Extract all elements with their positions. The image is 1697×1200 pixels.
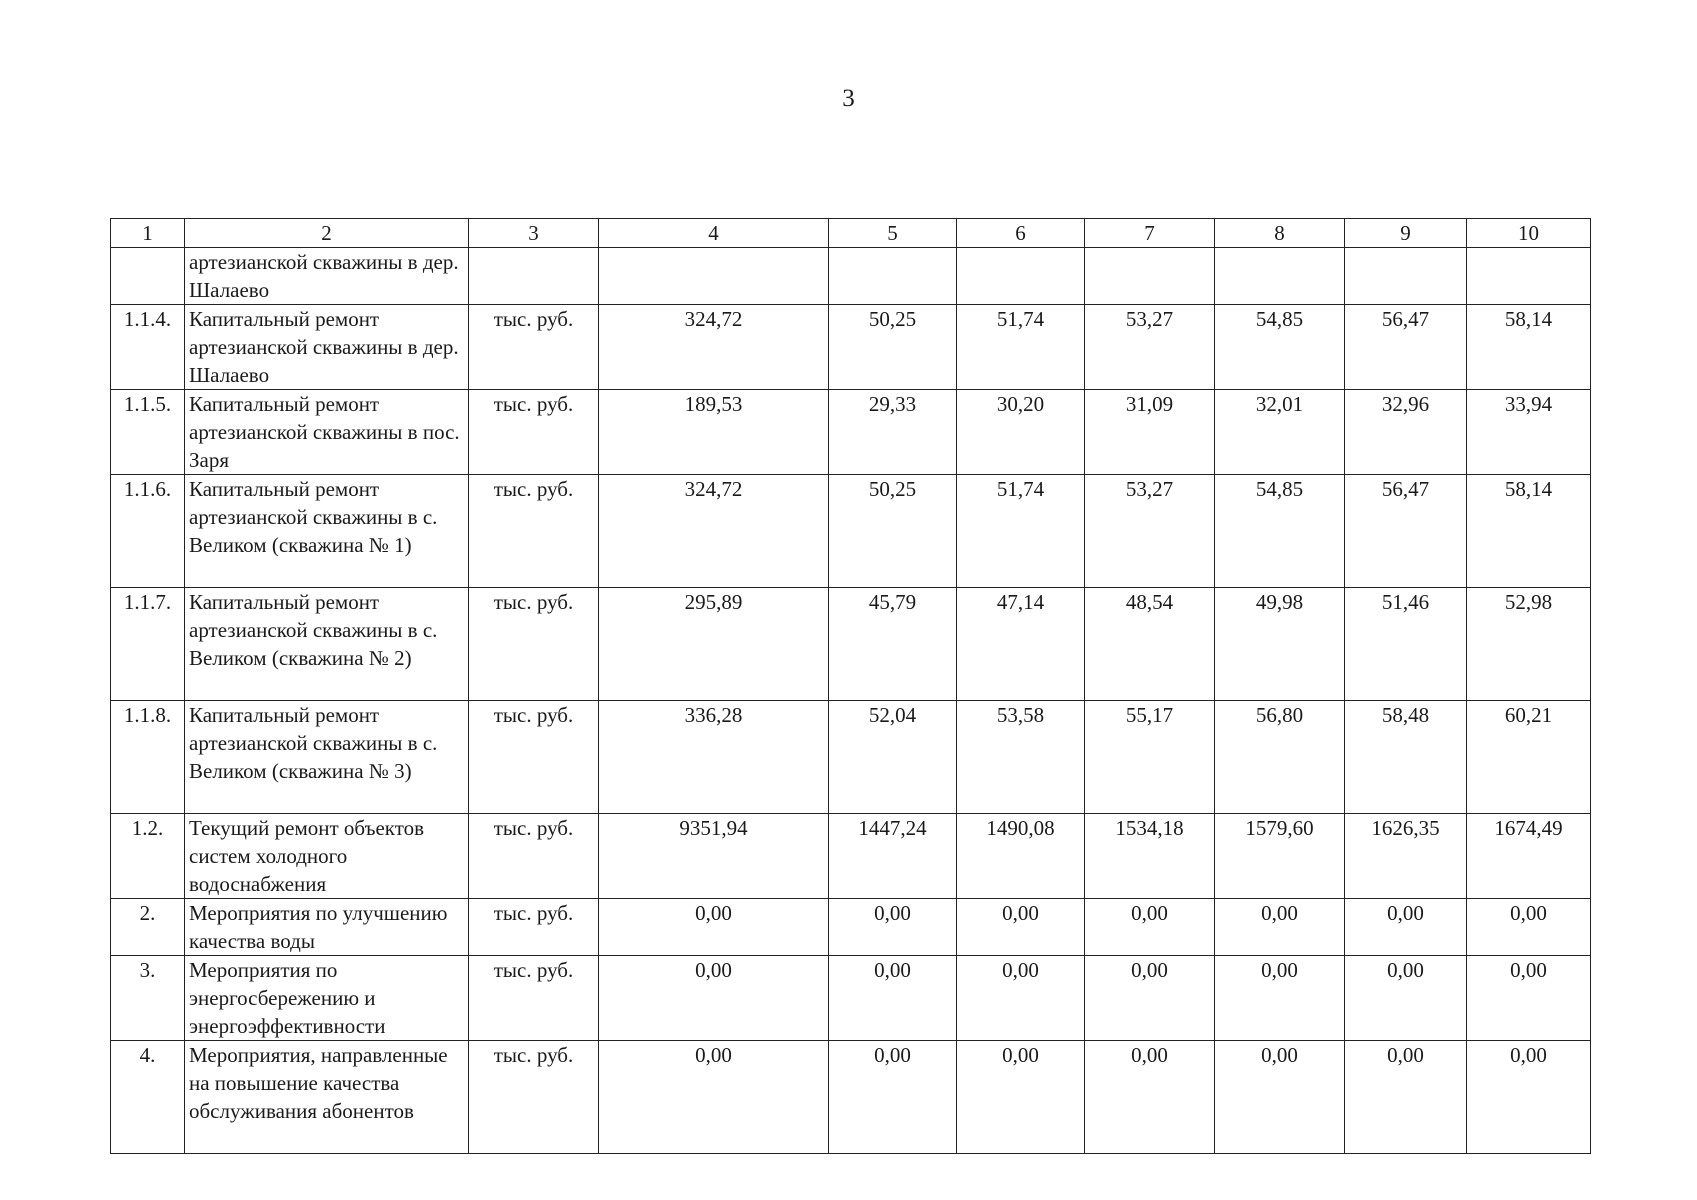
column-header: 9 — [1345, 219, 1467, 248]
row-unit: тыс. руб. — [469, 899, 599, 956]
row-value — [957, 248, 1085, 305]
table-row — [111, 899, 1591, 956]
table-row — [111, 390, 1591, 475]
row-value: 336,28 — [599, 701, 829, 814]
row-id: 1.1.8. — [111, 701, 185, 814]
column-header: 2 — [185, 219, 469, 248]
row-value: 60,21 — [1467, 701, 1591, 814]
row-value: 0,00 — [957, 899, 1085, 956]
row-value: 1534,18 — [1085, 814, 1215, 899]
row-id: 1.1.5. — [111, 390, 185, 475]
column-header: 1 — [111, 219, 185, 248]
column-header: 3 — [469, 219, 599, 248]
row-id: 4. — [111, 1041, 185, 1154]
row-value: 58,48 — [1345, 701, 1467, 814]
column-header: 10 — [1467, 219, 1591, 248]
row-value: 47,14 — [957, 588, 1085, 701]
row-value: 9351,94 — [599, 814, 829, 899]
row-id: 1.1.4. — [111, 305, 185, 390]
table-row — [111, 588, 1591, 701]
row-value: 0,00 — [1467, 1041, 1591, 1154]
investment-table — [110, 218, 1591, 1154]
row-name: Капитальный ремонт артезианской скважины в с. Великом (скважина № 3) — [185, 701, 469, 814]
row-id: 1.1.7. — [111, 588, 185, 701]
table-row — [111, 248, 1591, 305]
row-value: 0,00 — [599, 1041, 829, 1154]
row-name: Капитальный ремонт артезианской скважины в пос. Заря — [185, 390, 469, 475]
row-value: 53,58 — [957, 701, 1085, 814]
row-unit: тыс. руб. — [469, 390, 599, 475]
row-value: 189,53 — [599, 390, 829, 475]
row-unit: тыс. руб. — [469, 814, 599, 899]
row-value: 30,20 — [957, 390, 1085, 475]
row-value: 324,72 — [599, 475, 829, 588]
row-value: 0,00 — [1215, 899, 1345, 956]
table-row — [111, 1041, 1591, 1154]
row-value: 0,00 — [829, 1041, 957, 1154]
row-value — [599, 248, 829, 305]
row-value: 52,98 — [1467, 588, 1591, 701]
row-value: 58,14 — [1467, 475, 1591, 588]
row-value: 1447,24 — [829, 814, 957, 899]
row-value: 50,25 — [829, 305, 957, 390]
row-value: 56,80 — [1215, 701, 1345, 814]
row-value — [1085, 248, 1215, 305]
column-header: 5 — [829, 219, 957, 248]
row-value: 51,74 — [957, 305, 1085, 390]
row-value: 48,54 — [1085, 588, 1215, 701]
row-value: 58,14 — [1467, 305, 1591, 390]
row-value: 50,25 — [829, 475, 957, 588]
page-number: 3 — [842, 85, 855, 112]
row-value: 295,89 — [599, 588, 829, 701]
row-value: 33,94 — [1467, 390, 1591, 475]
row-value: 55,17 — [1085, 701, 1215, 814]
row-unit — [469, 248, 599, 305]
row-value: 1626,35 — [1345, 814, 1467, 899]
row-value: 0,00 — [1215, 956, 1345, 1041]
row-name: Капитальный ремонт артезианской скважины в с. Великом (скважина № 1) — [185, 475, 469, 588]
column-number-row — [111, 219, 1591, 248]
row-value: 1490,08 — [957, 814, 1085, 899]
row-id: 1.2. — [111, 814, 185, 899]
row-value: 54,85 — [1215, 305, 1345, 390]
row-value: 0,00 — [1345, 1041, 1467, 1154]
row-value: 0,00 — [1085, 1041, 1215, 1154]
row-value: 1579,60 — [1215, 814, 1345, 899]
row-value: 1674,49 — [1467, 814, 1591, 899]
column-header: 6 — [957, 219, 1085, 248]
row-value: 32,96 — [1345, 390, 1467, 475]
table-row — [111, 305, 1591, 390]
row-value: 0,00 — [957, 1041, 1085, 1154]
row-value: 52,04 — [829, 701, 957, 814]
row-value: 0,00 — [1345, 956, 1467, 1041]
row-value: 29,33 — [829, 390, 957, 475]
row-value: 0,00 — [1467, 899, 1591, 956]
row-value: 56,47 — [1345, 475, 1467, 588]
row-value: 0,00 — [1215, 1041, 1345, 1154]
row-value: 0,00 — [829, 899, 957, 956]
row-value: 49,98 — [1215, 588, 1345, 701]
row-id: 1.1.6. — [111, 475, 185, 588]
row-value — [1215, 248, 1345, 305]
row-id: 3. — [111, 956, 185, 1041]
row-value: 54,85 — [1215, 475, 1345, 588]
row-value: 32,01 — [1215, 390, 1345, 475]
row-value: 0,00 — [599, 899, 829, 956]
row-value: 0,00 — [1467, 956, 1591, 1041]
row-name: Мероприятия, направленные на повышение качества обслуживания абонентов — [185, 1041, 469, 1154]
row-value: 324,72 — [599, 305, 829, 390]
row-name: Текущий ремонт объектов систем холодного водоснабжения — [185, 814, 469, 899]
row-value — [829, 248, 957, 305]
row-value: 0,00 — [829, 956, 957, 1041]
row-unit: тыс. руб. — [469, 475, 599, 588]
row-name: Капитальный ремонт артезианской скважины в с. Великом (скважина № 2) — [185, 588, 469, 701]
row-name: артезианской скважины в дер. Шалаево — [185, 248, 469, 305]
table-row — [111, 701, 1591, 814]
column-header: 4 — [599, 219, 829, 248]
row-value: 53,27 — [1085, 305, 1215, 390]
row-value: 0,00 — [957, 956, 1085, 1041]
table-row — [111, 475, 1591, 588]
row-value: 56,47 — [1345, 305, 1467, 390]
column-header: 8 — [1215, 219, 1345, 248]
row-name: Мероприятия по энергосбережению и энергоэффективности — [185, 956, 469, 1041]
row-value: 45,79 — [829, 588, 957, 701]
row-unit: тыс. руб. — [469, 701, 599, 814]
row-value: 0,00 — [1085, 956, 1215, 1041]
row-name: Мероприятия по улучшению качества воды — [185, 899, 469, 956]
row-value: 53,27 — [1085, 475, 1215, 588]
row-id: 2. — [111, 899, 185, 956]
row-value: 51,74 — [957, 475, 1085, 588]
row-unit: тыс. руб. — [469, 956, 599, 1041]
row-unit: тыс. руб. — [469, 305, 599, 390]
table-row — [111, 956, 1591, 1041]
row-name: Капитальный ремонт артезианской скважины в дер. Шалаево — [185, 305, 469, 390]
row-value: 0,00 — [599, 956, 829, 1041]
row-unit: тыс. руб. — [469, 1041, 599, 1154]
row-value: 51,46 — [1345, 588, 1467, 701]
row-id — [111, 248, 185, 305]
row-value: 31,09 — [1085, 390, 1215, 475]
row-value — [1467, 248, 1591, 305]
table-row — [111, 814, 1591, 899]
row-value: 0,00 — [1345, 899, 1467, 956]
row-unit: тыс. руб. — [469, 588, 599, 701]
row-value: 0,00 — [1085, 899, 1215, 956]
row-value — [1345, 248, 1467, 305]
column-header: 7 — [1085, 219, 1215, 248]
